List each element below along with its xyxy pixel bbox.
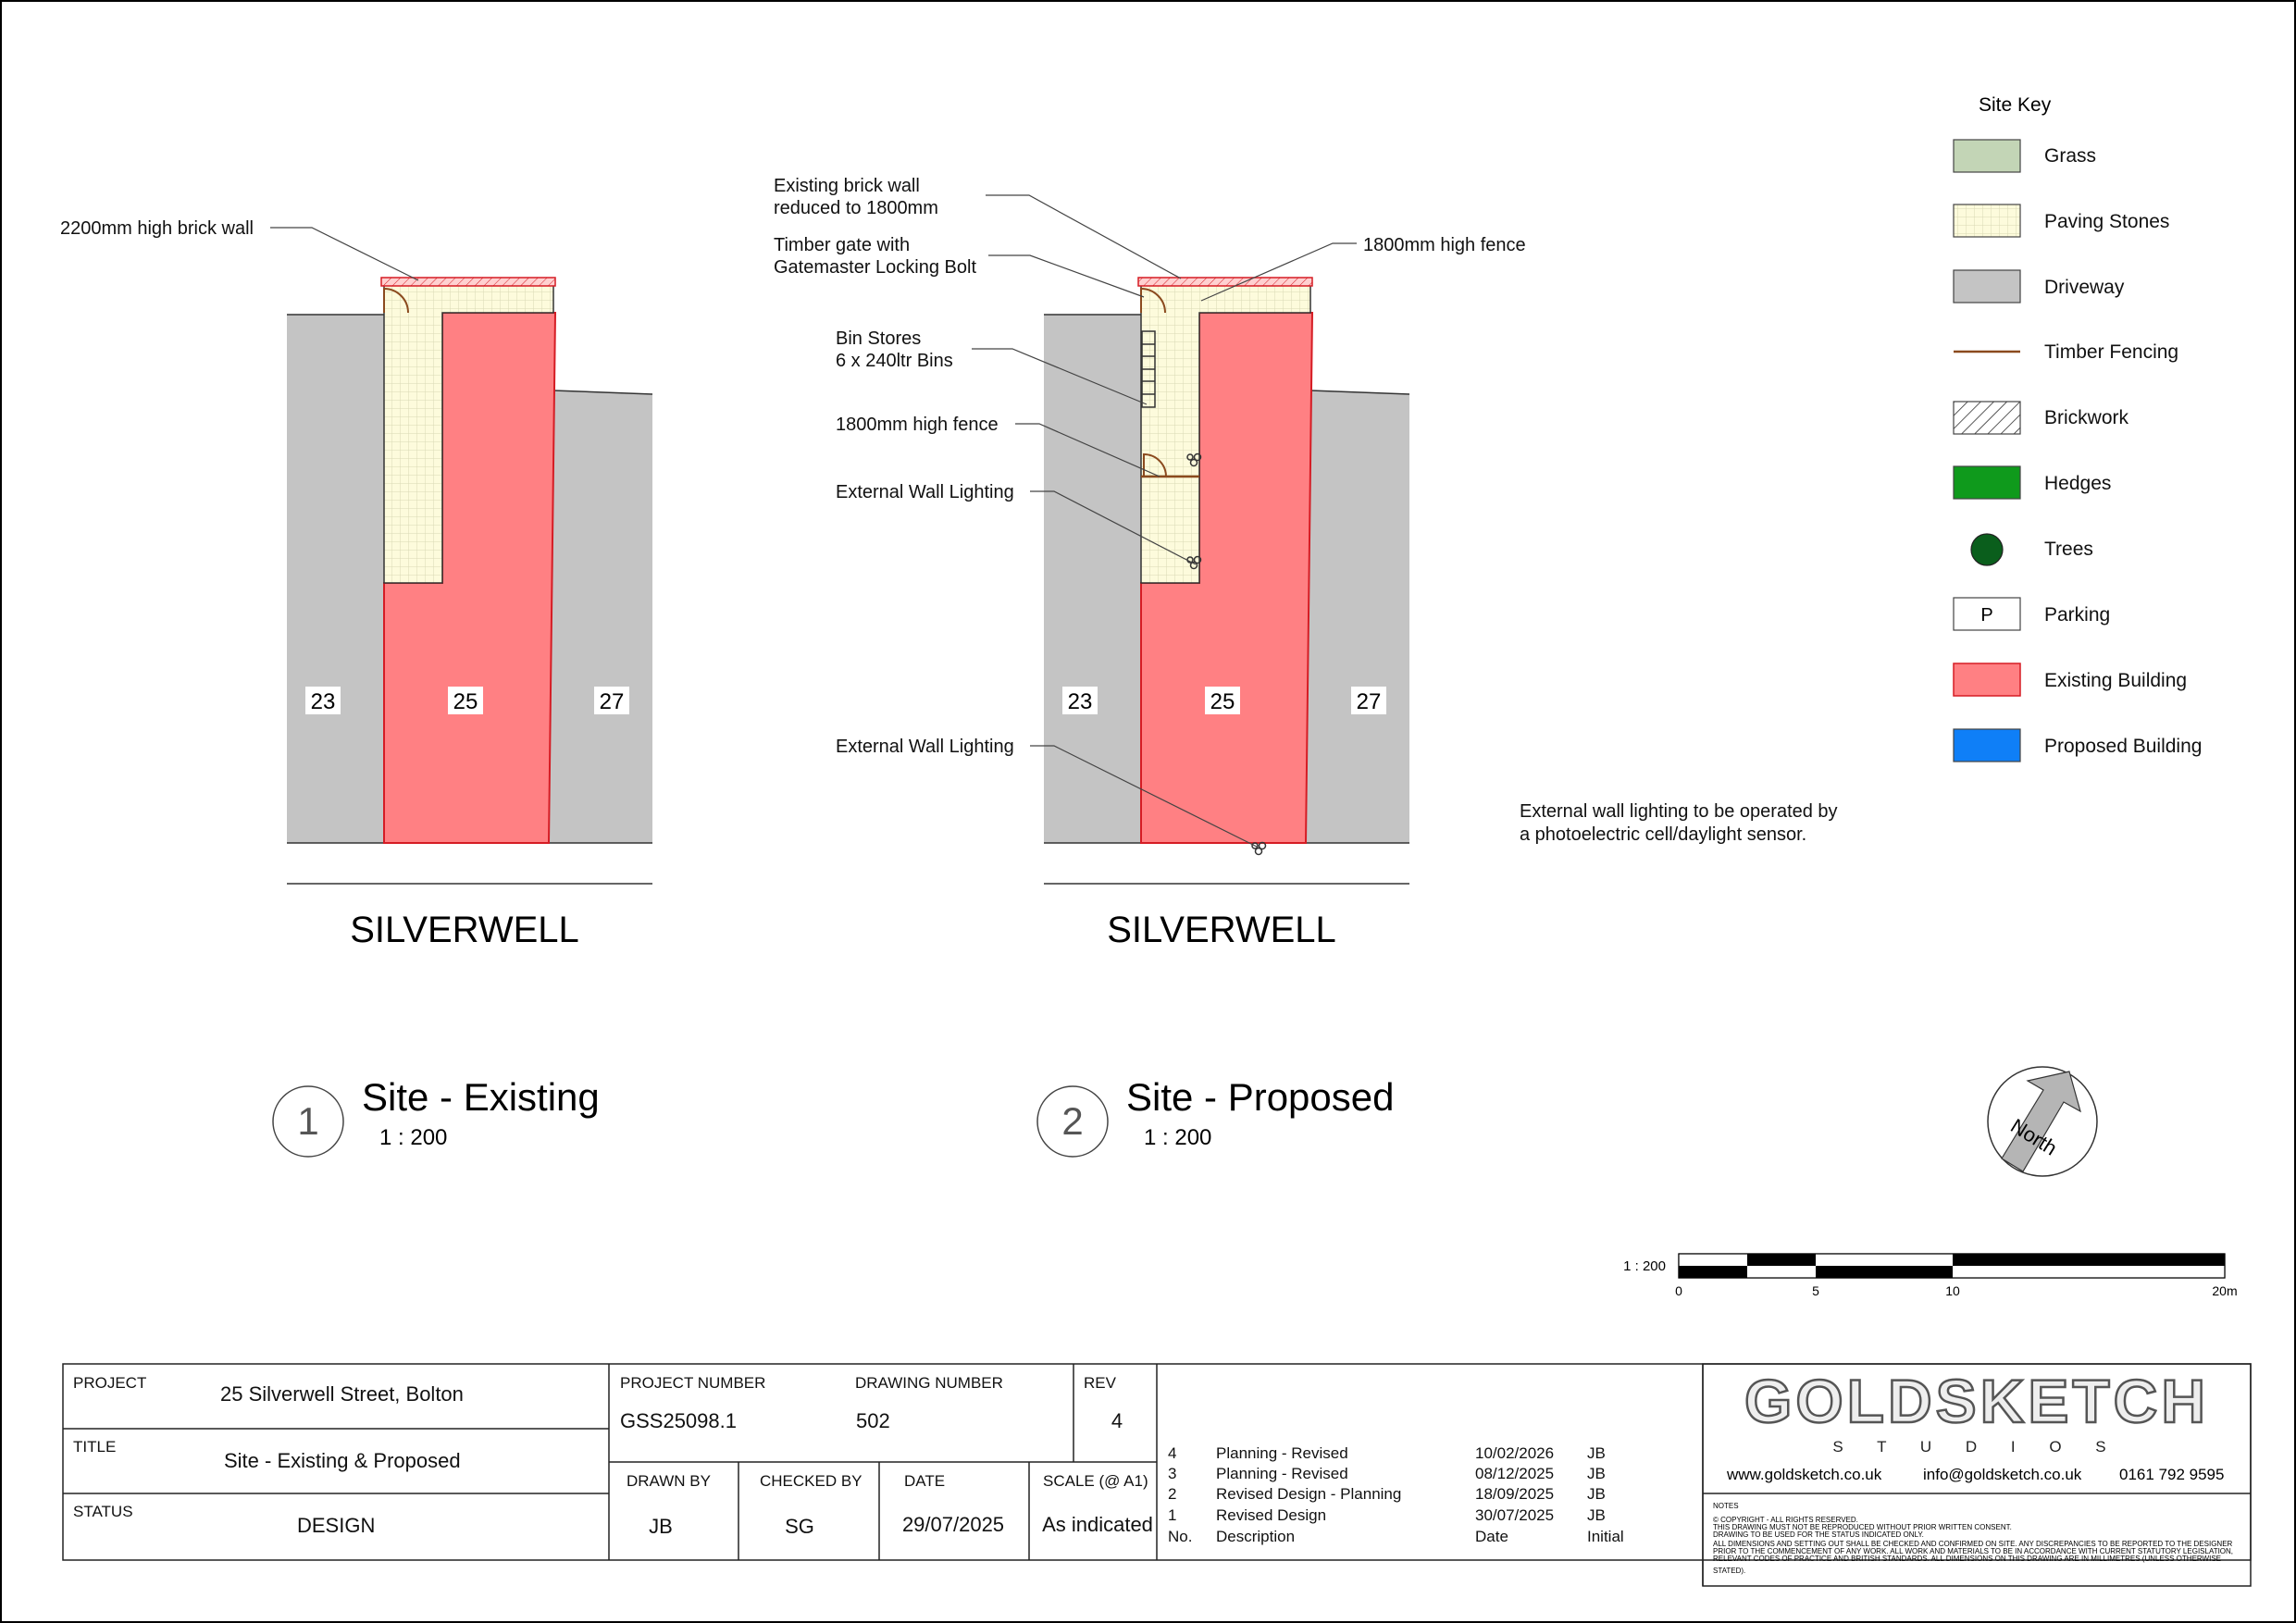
- key-label: Paving Stones: [2044, 211, 2170, 232]
- company-website: www.goldsketch.co.uk: [1727, 1466, 1882, 1483]
- view-existing: [60, 218, 652, 1157]
- status-value: DESIGN: [297, 1514, 376, 1537]
- notes-line: DRAWING TO BE USED FOR THE STATUS INDICATED ONLY.: [1713, 1530, 1924, 1539]
- key-label: Brickwork: [2044, 407, 2129, 428]
- title-label: TITLE: [73, 1438, 117, 1456]
- street-name: SILVERWELL: [1107, 910, 1336, 950]
- lighting-note: a photoelectric cell/daylight sensor.: [1520, 824, 1807, 845]
- notes-line: STATED).: [1713, 1567, 1746, 1575]
- callout-text: 1800mm high fence: [1363, 235, 1526, 255]
- notes-line: RELEVANT CODES OF PRACTICE AND BRITISH STANDARDS. ALL DIMENSIONS ON THIS DRAWING ARE IN MILLIMETRES (UNLESS OTHERWISE: [1713, 1555, 2221, 1563]
- date-value: 29/07/2025: [901, 1513, 1005, 1536]
- view-scale: 1 : 200: [379, 1125, 448, 1150]
- revision-table: [1168, 1444, 1624, 1545]
- scale-tick: 10: [1945, 1283, 1960, 1298]
- rev-initial: JB: [1587, 1506, 1606, 1524]
- parking-symbol: P: [1980, 605, 1993, 626]
- lighting-note: External wall lighting to be operated by: [1520, 801, 1838, 822]
- brick-wall-reduced: [1138, 278, 1312, 286]
- rev-description: Revised Design - Planning: [1216, 1485, 1402, 1503]
- plot-number: 25: [453, 689, 478, 714]
- view-number: 2: [1061, 1099, 1084, 1143]
- company-email: info@goldsketch.co.uk: [1923, 1466, 2082, 1483]
- company-phone: 0161 792 9595: [2119, 1466, 2225, 1483]
- rev-header-date: Date: [1475, 1528, 1508, 1545]
- swatch-driveway: [1954, 270, 2020, 303]
- rev-description: Planning - Revised: [1216, 1465, 1348, 1482]
- scale-tick: 5: [1812, 1283, 1819, 1298]
- key-label: Hedges: [2044, 473, 2112, 494]
- callout-text: reduced to 1800mm: [774, 198, 938, 218]
- callout-text: 6 x 240ltr Bins: [836, 351, 953, 371]
- scale-label: SCALE (@ A1): [1043, 1472, 1148, 1490]
- rev-header-initial: Initial: [1587, 1528, 1624, 1545]
- notes-line: ALL DIMENSIONS AND SETTING OUT SHALL BE CHECKED AND CONFIRMED ON SITE. ANY DISCREPANCIES TO BE REPORTED TO THE DESIGNER: [1713, 1540, 2233, 1548]
- brick-wall: [381, 278, 555, 286]
- key-label: Trees: [2044, 539, 2093, 560]
- plot-number: 23: [1067, 689, 1093, 714]
- callout-text: Gatemaster Locking Bolt: [774, 257, 976, 278]
- notes-heading: NOTES: [1713, 1502, 1739, 1510]
- drawn-by-label: DRAWN BY: [627, 1472, 711, 1490]
- rev-initial: JB: [1587, 1465, 1606, 1482]
- rev-date: 30/07/2025: [1475, 1506, 1555, 1524]
- plot-number: 25: [1210, 689, 1235, 714]
- checked-by-value: SG: [785, 1515, 814, 1538]
- rev-label: REV: [1084, 1374, 1116, 1392]
- rev-no: 3: [1168, 1465, 1177, 1482]
- project-label: PROJECT: [73, 1374, 147, 1392]
- rev-date: 08/12/2025: [1475, 1465, 1555, 1482]
- status-label: STATUS: [73, 1503, 133, 1520]
- driveway-27: [548, 390, 652, 843]
- title-value: Site - Existing & Proposed: [224, 1449, 461, 1472]
- key-label: Timber Fencing: [2044, 341, 2179, 363]
- company-sub: S T U D I O S: [1832, 1438, 2121, 1456]
- rev-value: 4: [1111, 1409, 1123, 1432]
- project-number-value: GSS25098.1: [620, 1409, 737, 1432]
- key-label: Existing Building: [2044, 670, 2188, 691]
- wall-light-icon: [1252, 843, 1266, 855]
- callout-text: Timber gate with: [774, 235, 911, 255]
- rev-no: 2: [1168, 1485, 1177, 1503]
- north-arrow: [1988, 1067, 2097, 1176]
- swatch-proposed-building: [1954, 729, 2020, 762]
- rev-date: 10/02/2026: [1475, 1444, 1555, 1462]
- callout-text: 2200mm high brick wall: [60, 218, 254, 239]
- swatch-brickwork: [1954, 402, 2020, 434]
- rev-header-no: No.: [1168, 1528, 1193, 1545]
- leader-line: [986, 195, 1181, 279]
- driveway-23: [1044, 315, 1144, 843]
- notes-line: © COPYRIGHT - ALL RIGHTS RESERVED.: [1713, 1516, 1858, 1524]
- rev-initial: JB: [1587, 1485, 1606, 1503]
- callout-text: Bin Stores: [836, 328, 922, 349]
- callout-text: External Wall Lighting: [836, 737, 1014, 757]
- company-logo: [1744, 1367, 2209, 1456]
- rev-initial: JB: [1587, 1444, 1606, 1462]
- leader-line: [988, 255, 1144, 297]
- plot-number: 27: [599, 689, 625, 714]
- plot-number: 23: [310, 689, 336, 714]
- driveway-27: [1305, 390, 1409, 843]
- rev-no: 4: [1168, 1444, 1177, 1462]
- view-proposed: [774, 176, 1526, 1157]
- north-label: North: [2006, 1113, 2062, 1160]
- street-name: SILVERWELL: [350, 910, 579, 950]
- callout-text: Existing brick wall: [774, 176, 920, 196]
- leader-line: [270, 228, 418, 280]
- drawing-number-label: DRAWING NUMBER: [855, 1374, 1003, 1392]
- swatch-paving: [1954, 204, 2020, 237]
- swatch-existing-building: [1954, 663, 2020, 696]
- date-label: DATE: [904, 1472, 946, 1490]
- rev-description: Revised Design: [1216, 1506, 1327, 1524]
- key-label: Driveway: [2044, 277, 2125, 298]
- rev-date: 18/09/2025: [1475, 1485, 1555, 1503]
- project-value: 25 Silverwell Street, Bolton: [220, 1382, 464, 1406]
- scale-tick: 20m: [2212, 1283, 2238, 1298]
- key-label: Proposed Building: [2044, 736, 2203, 757]
- drawing-number-value: 502: [856, 1409, 890, 1432]
- notes: [1713, 1502, 2233, 1575]
- checked-by-label: CHECKED BY: [760, 1472, 863, 1490]
- swatch-hedges: [1954, 466, 2020, 499]
- drawn-by-value: JB: [649, 1515, 673, 1538]
- scale-bar: [1623, 1254, 2237, 1298]
- rev-description: Planning - Revised: [1216, 1444, 1348, 1462]
- notes-line: THIS DRAWING MUST NOT BE REPRODUCED WITHOUT PRIOR WRITTEN CONSENT.: [1713, 1523, 2012, 1531]
- scale-tick: 0: [1675, 1283, 1682, 1298]
- rev-no: 1: [1168, 1506, 1177, 1524]
- notes-line: PRIOR TO THE COMMENCEMENT OF ANY WORK. ALL WORK AND MATERIALS TO BE IN ACCORDANCE WITH CURRENT STATUTORY LEGISLATION,: [1713, 1547, 2234, 1555]
- project-number-label: PROJECT NUMBER: [620, 1374, 766, 1392]
- key-label: Grass: [2044, 145, 2097, 167]
- swatch-grass: [1954, 140, 2020, 172]
- driveway-23: [287, 315, 387, 843]
- scale-value: As indicated: [1042, 1513, 1153, 1536]
- scale-bar-label: 1 : 200: [1623, 1258, 1666, 1274]
- rev-header-description: Description: [1216, 1528, 1296, 1545]
- view-scale: 1 : 200: [1144, 1125, 1212, 1150]
- key-label: Parking: [2044, 604, 2111, 626]
- view-title: Site - Proposed: [1126, 1075, 1395, 1119]
- swatch-tree: [1971, 534, 2003, 565]
- callout-text: External Wall Lighting: [836, 482, 1014, 502]
- plot-number: 27: [1356, 689, 1382, 714]
- view-title: Site - Existing: [362, 1075, 600, 1119]
- site-key-title: Site Key: [1979, 94, 2052, 116]
- view-number: 1: [297, 1099, 319, 1143]
- company-name: GOLDSKETCH: [1744, 1367, 2209, 1435]
- site-key: [1954, 94, 2202, 762]
- callout-text: 1800mm high fence: [836, 415, 999, 435]
